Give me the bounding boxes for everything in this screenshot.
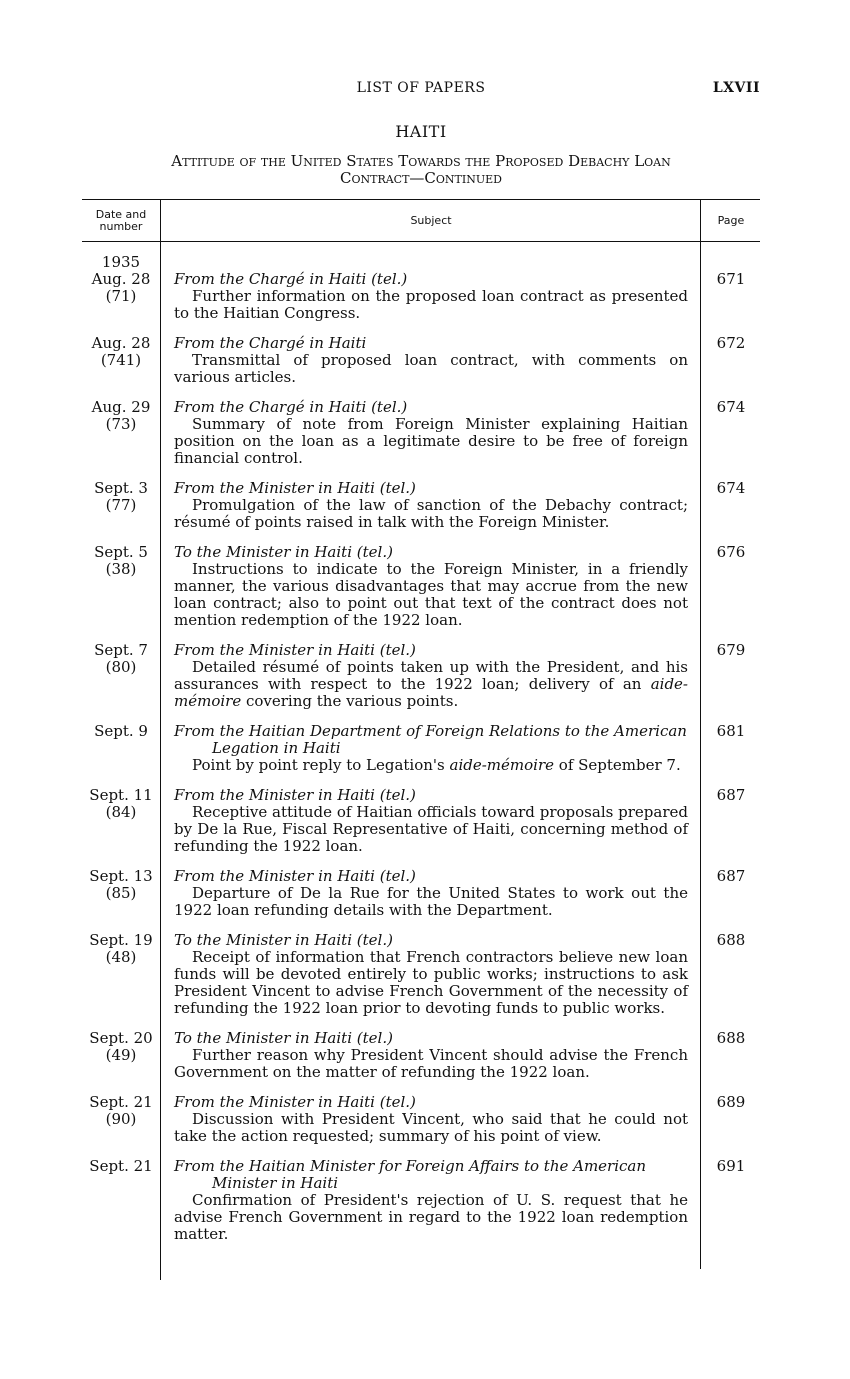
entry-description-text: Point by point reply to Legation's [192, 756, 450, 774]
entry-description: Instructions to indicate to the Foreign Minister, in a friendly manner, the various disadvantages that may accrue from the new loan contract; also to point out that text of the contract does not mention redemption of the 1922 loan. [174, 560, 688, 629]
date-cell [82, 932, 160, 966]
entry-description [174, 757, 688, 774]
entry-description-text: of September 7. [554, 756, 681, 774]
entry-date: Sept. 9 [94, 722, 148, 740]
page-cell: 676 [716, 543, 746, 561]
subject-cell [174, 399, 688, 467]
entry-date: Sept. 19 [89, 931, 153, 949]
subject-cell [174, 1094, 688, 1145]
entry-date: Sept. 7 [94, 641, 148, 659]
page-cell: 674 [716, 398, 746, 416]
table-row [82, 399, 760, 467]
subject-cell [174, 932, 688, 1017]
entry-source: From the Minister in Haiti (tel.) [174, 479, 416, 497]
entry-number: (85) [105, 884, 137, 902]
entry-number: (80) [105, 658, 137, 676]
table-row [82, 932, 760, 1017]
page-cell: 691 [716, 1157, 746, 1175]
table-row [82, 868, 760, 919]
date-cell [82, 723, 160, 740]
page-cell: 687 [716, 867, 746, 885]
section-title [82, 153, 760, 187]
date-cell [82, 868, 160, 902]
page-cell: 674 [716, 479, 746, 497]
entry-description-italic: aide-mémoire [449, 756, 555, 774]
page-cell: 671 [716, 270, 746, 288]
page-cell: 679 [716, 641, 746, 659]
entry-date: Sept. 21 [89, 1093, 153, 1111]
table-row [82, 723, 760, 774]
table-header [82, 199, 760, 242]
entry-description-text: Detailed résumé of points taken up with the President, and his assurances with respect to the 1922 loan; delivery of an [174, 658, 688, 693]
page-cell: 681 [716, 722, 746, 740]
entry-number: (90) [105, 1110, 137, 1128]
page-cell: 687 [716, 786, 746, 804]
entry-source: From the Minister in Haiti (tel.) [174, 1093, 416, 1111]
date-cell [82, 1094, 160, 1128]
entry-number: (73) [105, 415, 137, 433]
table-row [82, 271, 760, 322]
entry-number: (84) [105, 803, 137, 821]
entry-source: To the Minister in Haiti (tel.) [174, 1029, 393, 1047]
date-cell [82, 399, 160, 433]
papers-table [82, 199, 760, 1256]
subject-cell [174, 1158, 688, 1243]
entry-number: (49) [105, 1046, 137, 1064]
entry-description: Confirmation of President's rejection of U. S. request that he advise French Government in regard to the 1922 loan redemption matter. [174, 1191, 688, 1243]
entry-source: From the Minister in Haiti (tel.) [174, 867, 416, 885]
date-cell [82, 335, 160, 369]
date-cell [82, 544, 160, 578]
entry-description: Discussion with President Vincent, who said that he could not take the action requested; summary of his point of view. [174, 1110, 688, 1145]
entry-date: Sept. 20 [89, 1029, 153, 1047]
entry-number: (77) [105, 496, 137, 514]
entry-date: Sept. 11 [89, 786, 153, 804]
entry-date: Sept. 13 [89, 867, 153, 885]
entry-description: Promulgation of the law of sanction of the Debachy contract; résumé of points raised in talk with the Foreign Minister. [174, 496, 688, 531]
subject-cell [174, 723, 688, 774]
table-row [82, 787, 760, 855]
entry-description [174, 659, 688, 710]
entry-source: From the Chargé in Haiti [174, 334, 367, 352]
date-cell [82, 271, 160, 305]
subject-cell [174, 868, 688, 919]
entry-description: Transmittal of proposed loan contract, with comments on various articles. [174, 351, 688, 386]
subject-cell [174, 1030, 688, 1081]
entry-date: Aug. 28 [91, 334, 151, 352]
date-cell [82, 642, 160, 676]
entry-number: (38) [105, 560, 137, 578]
subject-cell [174, 480, 688, 531]
entry-description: Summary of note from Foreign Minister explaining Haitian position on the loan as a legitimate desire to be free of foreign financial control. [174, 415, 688, 467]
header-date-number [82, 200, 160, 241]
entry-date: Aug. 28 [91, 270, 151, 288]
entry-source: From the Haitian Department of Foreign Relations to the American Legation in Haiti [174, 722, 687, 757]
subject-cell [174, 271, 688, 322]
entry-description: Departure of De la Rue for the United States to work out the 1922 loan refunding details with the Department. [174, 884, 688, 919]
entry-number: (48) [105, 948, 137, 966]
running-head [82, 80, 760, 100]
entry-date: Aug. 29 [91, 398, 151, 416]
entry-number: (71) [105, 287, 137, 305]
entry-source: To the Minister in Haiti (tel.) [174, 931, 393, 949]
entry-source: From the Chargé in Haiti (tel.) [174, 398, 408, 416]
subject-cell [174, 642, 688, 710]
table-row [82, 642, 760, 710]
page-cell: 672 [716, 334, 746, 352]
running-head-title: LIST OF PAPERS [356, 80, 486, 96]
page-cell: 688 [716, 1029, 746, 1047]
entry-description: Further reason why President Vincent should advise the French Government on the matter of refunding the 1922 loan. [174, 1046, 688, 1081]
page-cell: 689 [716, 1093, 746, 1111]
entry-description: Receipt of information that French contractors believe new loan funds will be devoted entirely to public works; instructions to ask President Vincent to advise French Government of the necessity of refunding the 1922 loan prior to devoting funds to public works. [174, 948, 688, 1017]
entry-description: Receptive attitude of Haitian officials toward proposals prepared by De la Rue, Fiscal Representative of Haiti, concerning method of refunding the 1922 loan. [174, 803, 688, 855]
table-body [82, 242, 760, 1243]
table-row [82, 480, 760, 531]
header-subject: Subject [410, 213, 452, 227]
entry-source: From the Minister in Haiti (tel.) [174, 641, 416, 659]
subject-cell [174, 787, 688, 855]
table-row [82, 335, 760, 386]
year-label: 1935 [101, 253, 141, 271]
entry-number: (741) [100, 351, 142, 369]
entry-source: To the Minister in Haiti (tel.) [174, 543, 393, 561]
section-title-line-1: Attitude of the United States Towards the Proposed Debachy Loan [171, 152, 671, 170]
date-cell [82, 1030, 160, 1064]
page-cell: 688 [716, 931, 746, 949]
country-heading: HAITI [395, 122, 447, 141]
header-number-label: number [99, 219, 143, 233]
entry-source: From the Chargé in Haiti (tel.) [174, 270, 408, 288]
subject-cell [174, 335, 688, 386]
entry-date: Sept. 21 [89, 1157, 153, 1175]
page-number: LXVII [712, 80, 760, 96]
subject-cell [174, 544, 688, 629]
table-row [82, 1030, 760, 1081]
table-row [82, 1094, 760, 1145]
date-cell [82, 1158, 160, 1175]
entry-description: Further information on the proposed loan contract as presented to the Haitian Congress. [174, 287, 688, 322]
entry-description-italic: aide-mémoire [174, 675, 688, 710]
entry-source: From the Haitian Minister for Foreign Affairs to the American Minister in Haiti [174, 1157, 647, 1192]
entry-date: Sept. 5 [94, 543, 148, 561]
table-row [82, 544, 760, 629]
date-cell [82, 787, 160, 821]
entry-description-text: covering the various points. [241, 692, 459, 710]
header-page: Page [717, 213, 745, 227]
date-cell [82, 480, 160, 514]
table-row [82, 1158, 760, 1243]
entry-date: Sept. 3 [94, 479, 148, 497]
section-title-line-2: Contract—Continued [340, 169, 502, 187]
header-date-label: Date and [95, 207, 147, 221]
entry-source: From the Minister in Haiti (tel.) [174, 786, 416, 804]
